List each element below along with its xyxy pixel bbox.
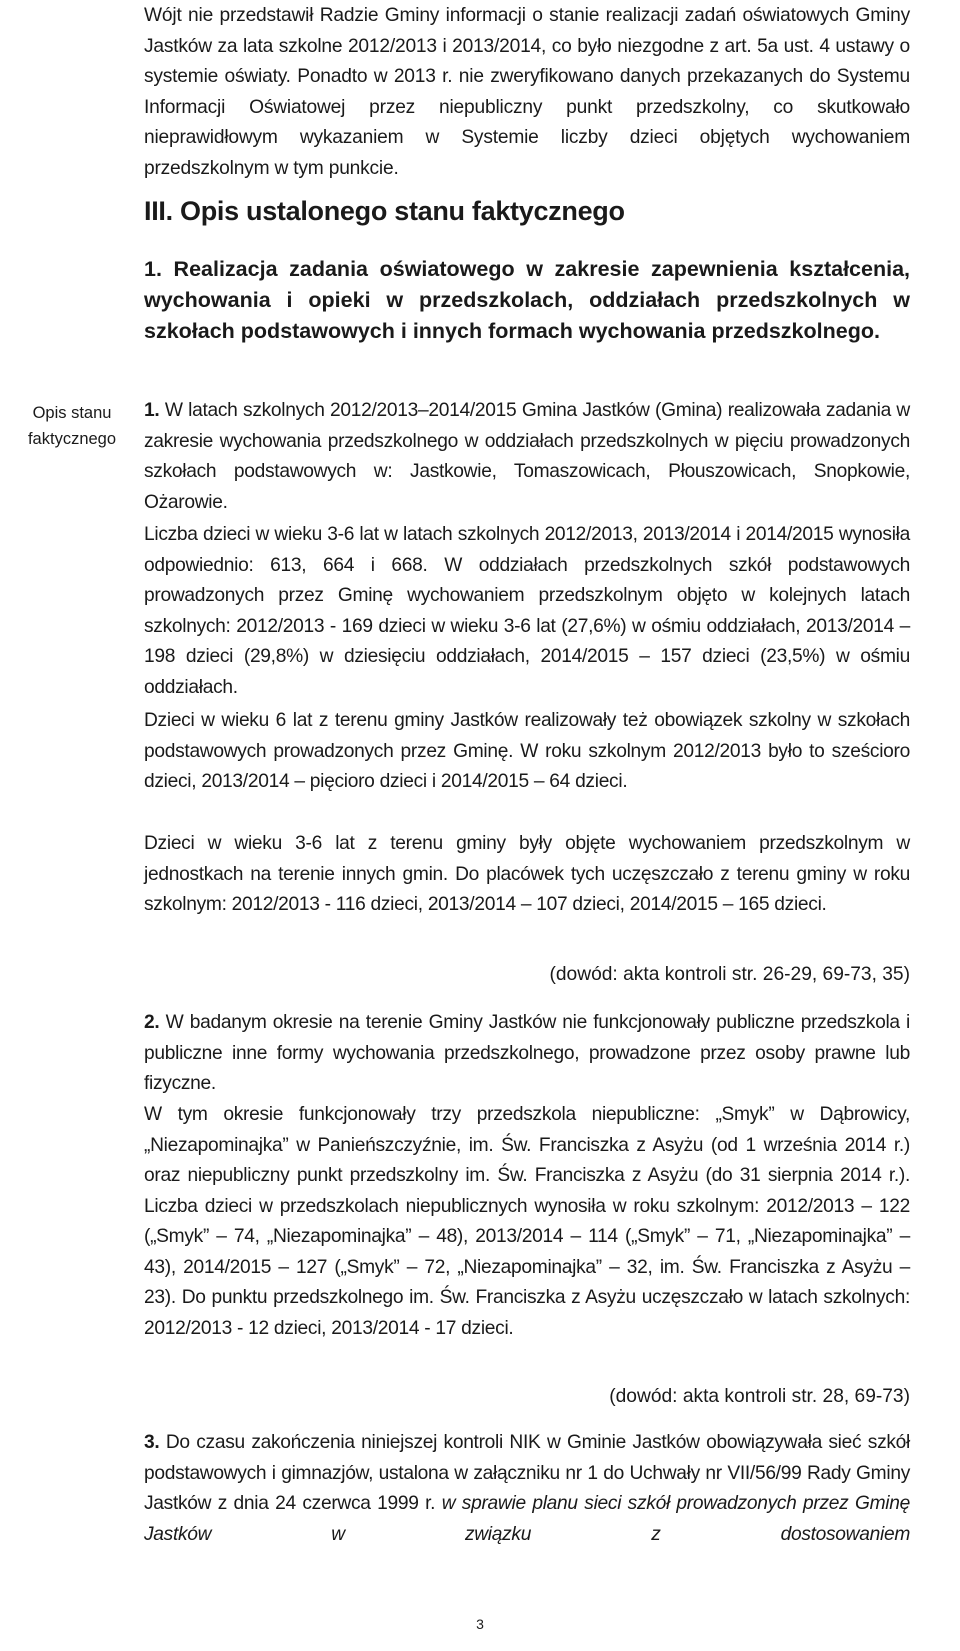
paragraph-italic-text: w sprawie planu sieci szkół prowadzonych przez Gminę Jastków w związku z dostosowaniem	[144, 1493, 910, 1545]
paragraph-number: 3.	[144, 1432, 160, 1453]
paragraph-text: Liczba dzieci w wieku 3-6 lat w latach szkolnych 2012/2013, 2013/2014 i 2014/2015 wynosiła odpowiednio: 613, 664 i 668. W oddziałach przedszkolnych szkół podstawowych prowadzonych przez Gminę wychowaniem przedszkolnym objęto w kolejnych latach szkolnych: 2012/2013 - 169 dzieci w wieku 3-6 lat (27,6%) w ośmiu oddziałach, 2013/2014 – 198 dzieci (29,8%) w dziesięciu oddziałach, 2014/2015 – 157 dzieci (23,5%) w ośmiu oddziałach.	[144, 524, 910, 698]
sidebar-label: Opis stanu faktycznego	[27, 404, 117, 448]
paragraph-1	[144, 396, 910, 518]
paragraph-3	[144, 706, 910, 798]
page-number: 3	[476, 1616, 484, 1632]
paragraph-text: Do czasu zakończenia niniejszej kontroli NIK w Gminie Jastków obowiązywała sieć szkół podstawowych i gimnazjów, ustalona w załączniku nr 1 do Uchwały nr VII/56/99 Rady Gminy Jastków z dnia 24 czerwca 1999 r.	[144, 1432, 910, 1514]
paragraph-5	[144, 1008, 910, 1100]
paragraph-number: 2.	[144, 1012, 160, 1033]
paragraph-text: Dzieci w wieku 3-6 lat z terenu gminy były objęte wychowaniem przedszkolnym w jednostkach na terenie innych gmin. Do placówek tych uczęszczało z terenu gminy w roku szkolnym: 2012/2013 - 116 dzieci, 2013/2014 – 107 dzieci, 2014/2015 – 165 dzieci.	[144, 833, 910, 915]
paragraph-text: W latach szkolnych 2012/2013–2014/2015 Gmina Jastków (Gmina) realizowała zadania w zakresie wychowania przedszkolnego w oddziałach przedszkolnych w pięciu prowadzonych szkołach podstawowych w: Jastkowie, Tomaszowicach, Płouszowicach, Snopkowie, Ożarowie.	[144, 400, 910, 513]
intro-paragraph-block	[144, 1, 910, 184]
evidence-text: (dowód: akta kontroli str. 26-29, 69-73, 35)	[549, 964, 910, 985]
evidence-note-2	[144, 1386, 910, 1408]
paragraph-text: W tym okresie funkcjonowały trzy przedszkola niepubliczne: „Smyk” w Dąbrowicy, „Niezapominajka” w Panieńszczyźnie, im. Św. Franciszka z Asyżu (od 1 września 2014 r.) oraz niepubliczny punkt przedszkolny im. Św. Franciszka z Asyżu (do 31 sierpnia 2014 r.). Liczba dzieci w przedszkolach niepublicznych wynosiła w roku szkolnym: 2012/2013 – 122 („Smyk” – 74, „Niezapominajka” – 48), 2013/2014 – 114 („Smyk” – 71, „Niezapominajka” – 43), 2014/2015 – 127 („Smyk” – 72, „Niezapominajka” – 32, im. Św. Franciszka z Asyżu – 23). Do punktu przedszkolnego im. Św. Franciszka z Asyżu uczęszczało w latach szkolnych: 2012/2013 - 12 dzieci, 2013/2014 - 17 dzieci.	[144, 1104, 910, 1339]
paragraph-text: Dzieci w wieku 6 lat z terenu gminy Jastków realizowały też obowiązek szkolny w szkołach podstawowych prowadzonych przez Gminę. W roku szkolnym 2012/2013 było to sześcioro dzieci, 2013/2014 – pięcioro dzieci i 2014/2015 – 64 dzieci.	[144, 710, 910, 792]
paragraph-7	[144, 1428, 910, 1550]
subsection-heading: 1. Realizacja zadania oświatowego w zakresie zapewnienia kształcenia, wychowania i opieki w przedszkolach, oddziałach przedszkolnych w szkołach podstawowych i innych formach wychowania przedszkolnego.	[144, 257, 910, 343]
paragraph-6	[144, 1100, 910, 1344]
evidence-note-1	[144, 964, 910, 986]
evidence-text: (dowód: akta kontroli str. 28, 69-73)	[609, 1386, 910, 1407]
paragraph-4	[144, 829, 910, 921]
section-heading: III. Opis ustalonego stanu faktycznego	[144, 196, 625, 226]
paragraph-2	[144, 520, 910, 703]
intro-paragraph: Wójt nie przedstawił Radzie Gminy informacji o stanie realizacji zadań oświatowych Gminy Jastków za lata szkolne 2012/2013 i 2013/2014, co było niezgodne z art. 5a ust. 4 ustawy o systemie oświaty. Ponadto w 2013 r. nie zweryfikowano danych przekazanych do Systemu Informacji Oświatowej przez niepubliczny punkt przedszkolny, co skutkowało nieprawidłowym wykazaniem w Systemie liczby dzieci objętych wychowaniem przedszkolnym w tym punkcie.	[144, 5, 910, 179]
paragraph-text: W badanym okresie na terenie Gminy Jastków nie funkcjonowały publiczne przedszkola i publiczne inne formy wychowania przedszkolnego, prowadzone przez osoby prawne lub fizyczne.	[144, 1012, 910, 1094]
paragraph-number: 1.	[144, 400, 160, 421]
